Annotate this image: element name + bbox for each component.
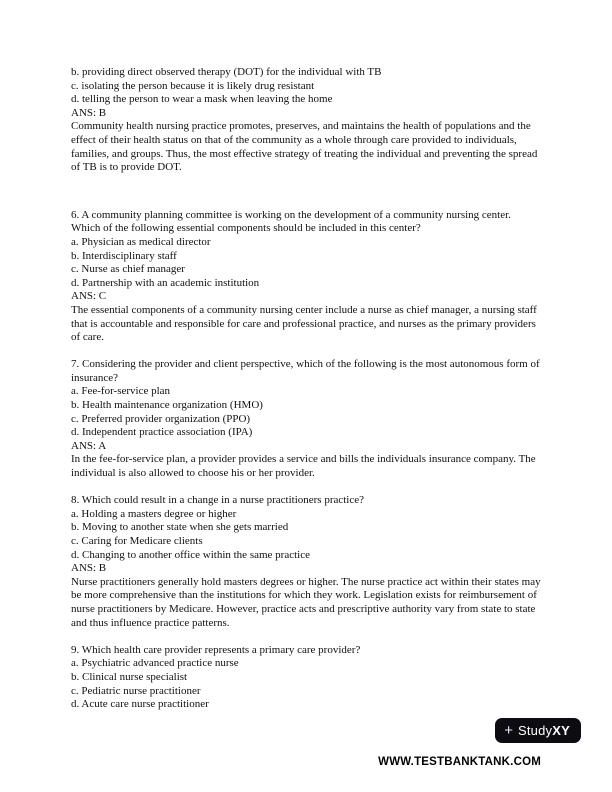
option-line: c. Preferred provider organization (PPO) [71,412,251,425]
question-text: 8. Which could result in a change in a nurse practitioners practice? [71,494,365,507]
option-line: d. telling the person to wear a mask when leaving the home [71,93,333,106]
option-line: b. Health maintenance organization (HMO) [71,399,263,412]
brand-name-suffix: XY [552,722,570,738]
question-block-7 [71,358,541,480]
question-text: 9. Which health care provider represents a primary care provider? [71,643,361,656]
answer-line: ANS: B [71,106,107,119]
rationale-text: The essential components of a community nursing center include a nurse as chief manager, a nursing staff that is accountable and responsible for care and professional practice, and nurses as the primary providers of care. [71,303,537,344]
question-block-continuation [71,66,541,175]
website-text: WWW.TESTBANKTANK.COM [378,756,541,768]
option-line: d. Changing to another office within the same practice [71,548,310,561]
studyxy-badge [495,718,581,743]
option-line: b. providing direct observed therapy (DOT) for the individual with TB [71,66,382,78]
option-line: d. Independent practice association (IPA) [71,426,253,439]
rationale-text: Nurse practitioners generally hold masters degrees or higher. The nurse practice act within their states may be more comprehensive than the institutions for which they work. Legislation exists for reimbursement of nurse practitioners by Medicare. However, practice acts and prescriptive authority vary from state to state and thus influence practice patterns. [71,575,541,629]
question-block-8 [71,494,541,630]
question-block-9 [71,644,541,712]
option-line: c. Nurse as chief manager [71,263,185,276]
question-block-6 [71,209,541,345]
option-line: a. Physician as medical director [71,235,211,248]
question-text: 6. A community planning committee is working on the development of a community nursing center. Which of the following essential components should be included in this center? [71,208,511,235]
answer-line: ANS: C [71,290,107,303]
option-line: b. Clinical nurse specialist [71,670,188,683]
option-line: a. Holding a masters degree or higher [71,507,237,520]
option-line: c. isolating the person because it is likely drug resistant [71,79,315,92]
option-line: a. Psychiatric advanced practice nurse [71,657,239,670]
option-line: b. Moving to another state when she gets married [71,521,289,534]
rationale-text: Community health nursing practice promotes, preserves, and maintains the health of populations and the effect of their health status on that of the community as a whole through care provided to individuals, families, and groups. Thus, the most effective strategy of treating the individual and preventing the spread of TB is to provide DOT. [71,120,538,174]
option-line: d. Partnership with an academic institution [71,276,260,289]
rationale-text: In the fee-for-service plan, a provider provides a service and bills the individuals insurance company. The individual is also allowed to choose his or her provider. [71,453,536,480]
option-line: b. Interdisciplinary staff [71,249,177,262]
question-text: 7. Considering the provider and client perspective, which of the following is the most autonomous form of insurance? [71,358,540,384]
plus-icon [504,723,513,738]
brand-name-prefix: Study [518,722,553,738]
option-line: a. Fee-for-service plan [71,385,171,398]
option-line: d. Acute care nurse practitioner [71,698,209,711]
answer-line: ANS: B [71,562,107,575]
option-line: c. Pediatric nurse practitioner [71,684,201,697]
answer-line: ANS: A [71,439,107,452]
option-line: c. Caring for Medicare clients [71,535,203,547]
